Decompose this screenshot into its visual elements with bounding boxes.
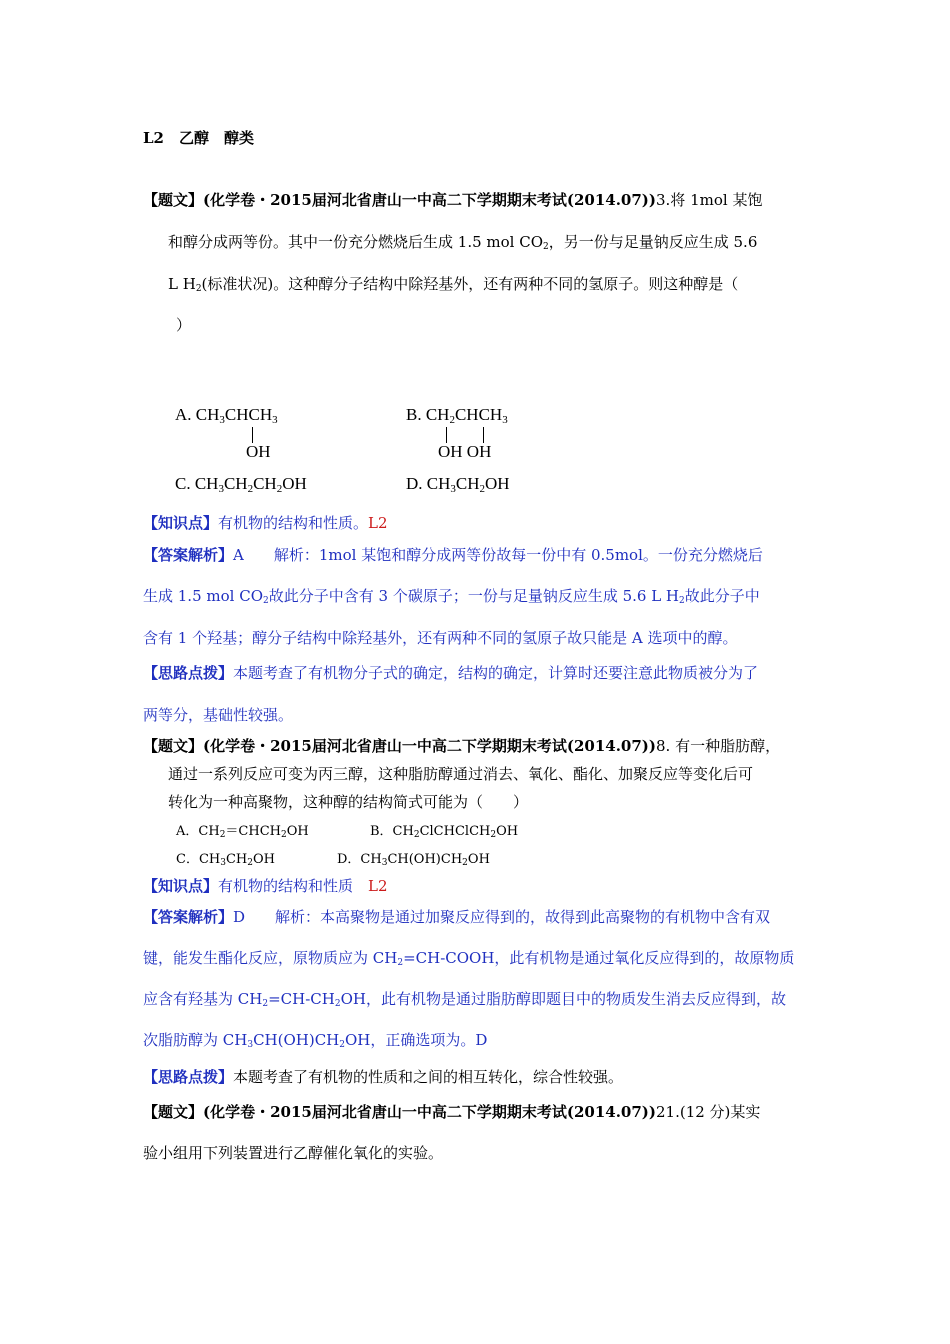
q2-option-c: C．$CH_3CH_2OH$ [176, 852, 275, 868]
q1-knowledge-point: 【知识点】有机物的结构和性质。L2 [143, 514, 388, 532]
q2-option-a: A．$CH_2=CHCH_2OH$ [176, 824, 309, 840]
q2-line3: 转化为一种高聚物，这种醇的结构简式可能为（ ） [168, 793, 529, 811]
q1-tip-line1: 【思路点拨】本题考查了有机物分子式的确定，结构的确定，计算时还要注意此物质被分为了 [143, 664, 759, 682]
q1-option-b-oh: OH OH [438, 442, 492, 461]
q1-tag: 【题文】 [143, 191, 204, 209]
q1-source: (化学卷・2015届河北省唐山一中高二下学期期末考试(2014.07)) [203, 191, 656, 209]
q1-line2: 和醇分成两等份。其中一份充分燃烧后生成 1.5 mol $CO_2$，另一份与足量钠反应生成 5.6 [168, 233, 758, 252]
q1-header [143, 189, 762, 210]
q2-line2: 通过一系列反应可变为丙三醇，这种脂肪醇通过消去、氧化、酯化、加聚反应等变化后可 [168, 765, 754, 783]
q2-header: 【题文】(化学卷・2015届河北省唐山一中高二下学期期末考试(2014.07))8. 有一种脂肪醇， [143, 737, 781, 755]
q1-option-a-bond [252, 427, 253, 443]
q1-option-d: D. CH3CH2OH [406, 474, 510, 495]
q2-answer-line2: 键，能发生酯化反应，原物质应为 $CH_2=CH$-COOH，此有机物是通过氧化反应得到的，故原物质 [143, 949, 795, 968]
q2-answer-line1: 【答案解析】D 解析：本高聚物是通过加聚反应得到的，故得到此高聚物的有机物中含有双 [143, 908, 771, 926]
q1-option-a: A. CH3CHCH3 [175, 405, 278, 426]
q1-line3: L $H_2$(标准状况)。这种醇分子结构中除羟基外，还有两种不同的氢原子。则这种醇是（ [168, 275, 739, 294]
section-title: L2 乙醇 醇类 [143, 129, 254, 147]
q2-option-d: D．$CH_3CH(OH)CH_2OH$ [337, 852, 490, 868]
q2-tip: 【思路点拨】本题考查了有机物的性质和之间的相互转化，综合性较强。 [143, 1068, 624, 1086]
q1-option-c: C. CH3CH2CH2OH [175, 474, 307, 495]
q1-option-b-bond-1 [446, 427, 447, 443]
q1-line1-end: 3.将 1mol 某饱 [656, 191, 763, 209]
q1-answer-line3: 含有 1 个羟基；醇分子结构中除羟基外，还有两种不同的氢原子故只能是 A 选项中的醇。 [143, 629, 738, 647]
q1-option-a-oh: OH [246, 442, 271, 461]
q2-answer-line3: 应含有羟基为 $CH_2=CH-CH_2OH$，此有机物是通过脂肪醇即题目中的物质发生消去反应得到，故 [143, 990, 786, 1009]
q1-tip-line2: 两等分，基础性较强。 [143, 706, 294, 724]
q3-header: 【题文】(化学卷・2015届河北省唐山一中高二下学期期末考试(2014.07))21.(12 分)某实 [143, 1103, 761, 1121]
q3-line2: 验小组用下列装置进行乙醇催化氧化的实验。 [143, 1144, 444, 1162]
q1-line4: ） [176, 316, 192, 334]
q1-answer-line2: 生成 1.5 mol $CO_2$故此分子中含有 3 个碳原子；一份与足量钠反应生成 5.6 L $H_2$故此分子中 [143, 587, 760, 606]
q2-answer-line4: 次脂肪醇为 $CH_3CH(OH)CH_2OH$，正确选项为。D [143, 1031, 488, 1050]
q1-option-b-bond-2 [483, 427, 484, 443]
q2-option-b: B．$CH_2ClCHClCH_2OH$ [370, 824, 519, 840]
q1-answer-line1: 【答案解析】A 解析：1mol 某饱和醇分成两等份故每一份中有 0.5mol。一份充分燃烧后 [143, 546, 763, 564]
q2-knowledge-point: 【知识点】有机物的结构和性质 L2 [143, 877, 388, 895]
q1-option-b: B. CH2CHCH3 [406, 405, 508, 426]
